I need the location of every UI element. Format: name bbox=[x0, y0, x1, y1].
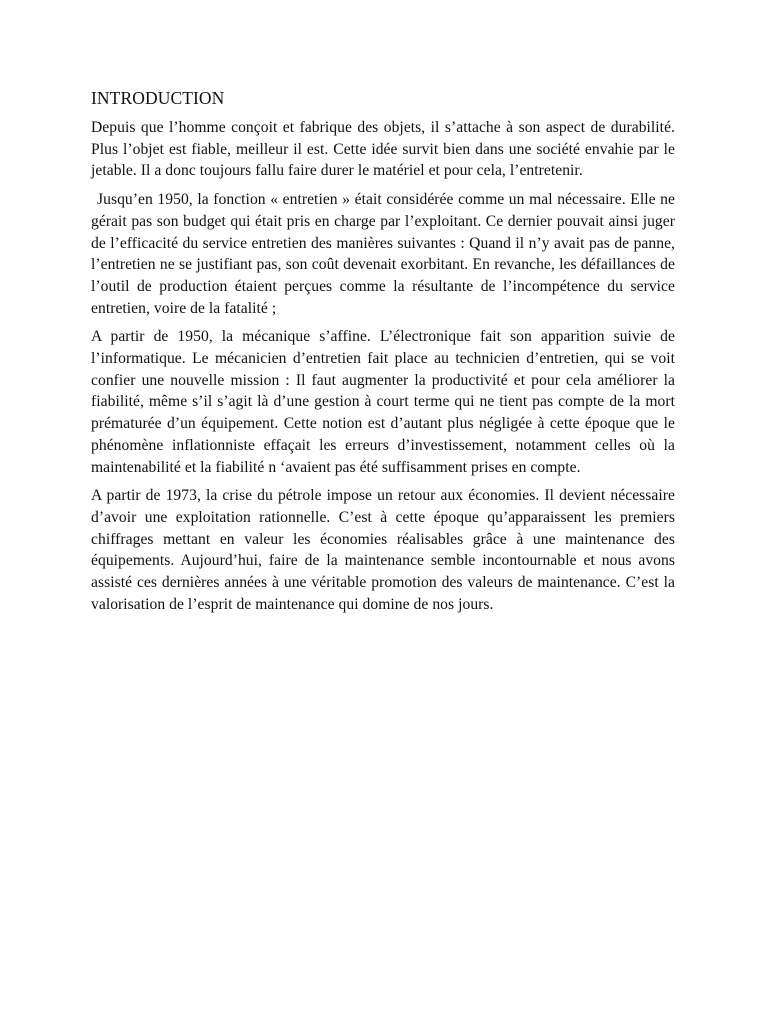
paragraph-1: Depuis que l’homme conçoit et fabrique des objets, il s’attache à son aspect de durabilité. Plus l’objet est fiable, meilleur il est. Cette idée survit bien dans une société envahie par le jetable. Il a donc toujours fallu faire durer le matériel et pour cela, l’entretenir. bbox=[91, 119, 675, 180]
document-body bbox=[91, 87, 675, 622]
document-title: INTRODUCTION bbox=[91, 88, 225, 108]
paragraph-2: Jusqu’en 1950, la fonction « entretien » était considérée comme un mal nécessaire. Elle ne gérait pas son budget qui était pris en charge par l’exploitant. Ce dernier pouvait ainsi juger de l’efficacité du service entretien des manières suivantes : Quand il n’y avait pas de panne, l’entretien ne se justifiant pas, son coût devenait exorbitant. En revanche, les défaillances de l’outil de production étaient perçues comme la résultante de l’incompétence du service entretien, voire de la fatalité ; bbox=[91, 191, 675, 317]
paragraph-3: A partir de 1950, la mécanique s’affine. L’électronique fait son apparition suivie de l’informatique. Le mécanicien d’entretien fait place au technicien d’entretien, qui se voit confier une nouvelle mission : Il faut augmenter la productivité et pour cela améliorer la fiabilité, même s’il s’agit là d’une gestion à court terme qui ne tient pas compte de la mort prématurée d’un équipement. Cette notion est d’autant plus négligée à cette époque que le phénomène inflationniste effaçait les erreurs d’investissement, notamment celles où la maintenabilité et la fiabilité n ‘avaient pas été suffisamment prises en compte. bbox=[91, 328, 675, 476]
paragraph-4: A partir de 1973, la crise du pétrole impose un retour aux économies. Il devient nécessaire d’avoir une exploitation rationnelle. C’est à cette époque qu’apparaissent les premiers chiffrages mettant en valeur les économies réalisables grâce à une maintenance des équipements. Aujourd’hui, faire de la maintenance semble incontournable et nous avons assisté ces dernières années à une véritable promotion des valeurs de maintenance. C’est la valorisation de l’esprit de maintenance qui domine de nos jours. bbox=[91, 487, 675, 613]
